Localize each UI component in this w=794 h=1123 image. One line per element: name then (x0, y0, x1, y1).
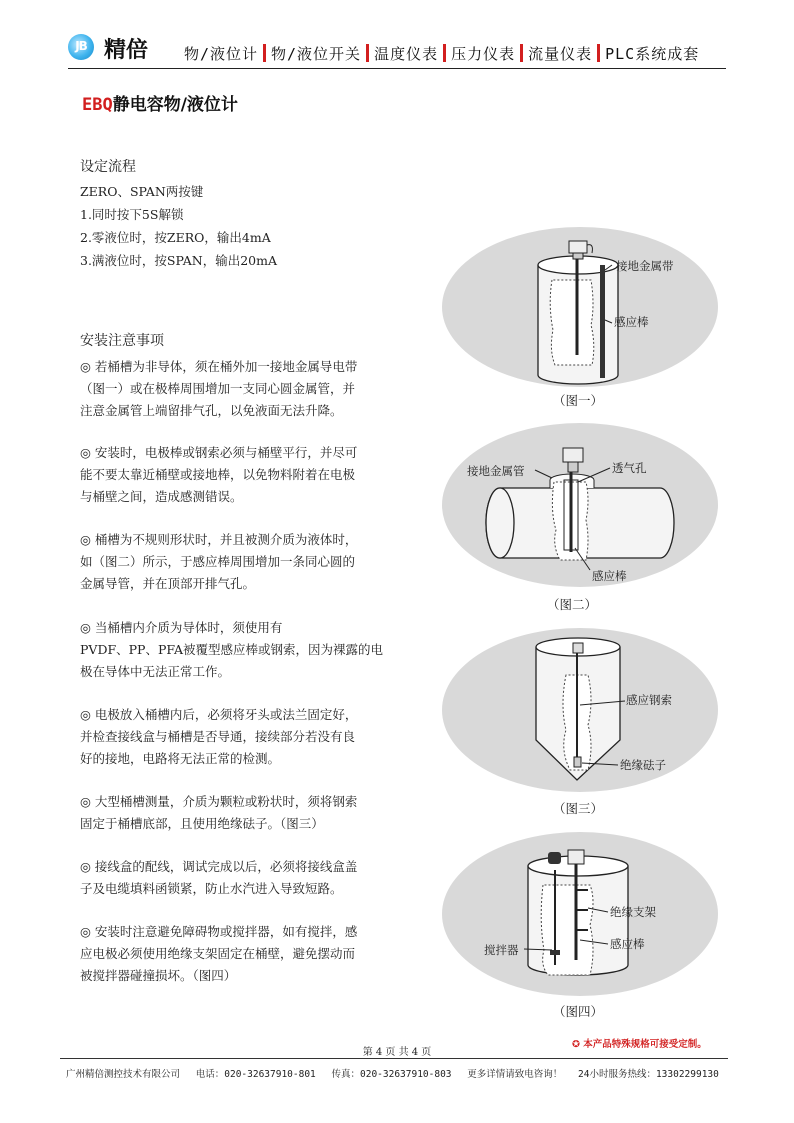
install-heading: 安装注意事项 (80, 333, 164, 349)
nav-item-plc[interactable]: PLC系统成套 (605, 44, 700, 63)
nav-separator (263, 44, 266, 62)
figure-3-steel-cable (440, 625, 720, 795)
logo-text: JB (75, 39, 87, 53)
footer-fax: 传真：020-32637910-803 (331, 1069, 452, 1080)
nav-item-temperature[interactable]: 温度仪表 (374, 44, 439, 63)
page-title (82, 90, 238, 115)
custom-spec-notice: ✪ 本产品特殊规格可接受定制。 (572, 1039, 707, 1050)
nav-item-level-switch[interactable]: 物/液位开关 (271, 44, 362, 63)
figure-1-label: 接地金属带 (616, 259, 674, 273)
figure-4-caption: （图四） (553, 1004, 604, 1019)
setup-heading: 设定流程 (80, 159, 136, 175)
figure-4-label: 感应棒 (610, 937, 645, 951)
install-line: ◎ 大型桶槽测量，介质为颗粒或粉状时，须将钢索 (80, 794, 358, 809)
nav-item-pressure[interactable]: 压力仪表 (451, 44, 516, 63)
install-line: 如（图二）所示，于感应棒周围增加一条同心圆的 (80, 554, 356, 569)
figure-2-label: 接地金属管 (467, 464, 525, 478)
page-number: 第 4 页 共 4 页 (362, 1047, 432, 1058)
install-line: 与桶壁之间，造成感测错误。 (80, 489, 243, 504)
title-text: 静电容物/液位计 (112, 95, 238, 115)
figure-4-insulated-bracket (440, 830, 720, 998)
figure-4-label: 绝缘支架 (610, 905, 656, 919)
install-line: 注意金属管上端留排气孔，以免液面无法升降。 (80, 403, 343, 418)
nav-item-flow[interactable]: 流量仪表 (528, 44, 593, 63)
figure-2-metal-tube (440, 420, 720, 590)
install-line: ◎ 安装时注意避免障碍物或搅拌器，如有搅拌，感 (80, 924, 358, 939)
install-line: 固定于桶槽底部，且使用绝缘砝子。（图三） (80, 816, 324, 831)
install-line: PVDF、PP、PFA被覆型感应棒或钢索，因为裸露的电 (80, 642, 383, 657)
header-divider (68, 68, 726, 69)
company-logo (68, 34, 94, 60)
figure-1-grounding-strap (440, 225, 720, 390)
install-line: 能不要太靠近桶壁或接地棒，以免物料附着在电极 (80, 467, 356, 482)
figure-4-label: 搅拌器 (484, 943, 519, 957)
install-line: （图一）或在极棒周围增加一支同心圆金属管，并 (80, 381, 356, 396)
install-line: ◎ 桶槽为不规则形状时，并且被测介质为液体时， (80, 532, 358, 547)
nav-separator (366, 44, 369, 62)
install-line: ◎ 若桶槽为非导体，须在桶外加一接地金属导电带 (80, 359, 358, 374)
footer-more-info: 更多详情请致电咨询！ (467, 1069, 563, 1080)
setup-line: 1.同时按下5S解锁 (80, 207, 184, 222)
nav-item-level-meter[interactable]: 物/液位计 (184, 44, 259, 63)
footer-contact (66, 1066, 729, 1080)
install-line: 被搅拌器碰撞损坏。（图四） (80, 968, 237, 983)
install-line: 并检查接线盒与桶槽是否导通，接续部分若没有良 (80, 729, 356, 744)
install-line: 子及电缆填料函锁紧，防止水汽进入导致短路。 (80, 881, 343, 896)
figure-1-label: 感应棒 (614, 315, 649, 329)
install-line: ◎ 安装时，电极棒或钢索必须与桶壁平行，并尽可 (80, 445, 358, 460)
title-model-prefix: EBQ (82, 95, 113, 115)
install-line: 金属导管，并在顶部开排气孔。 (80, 576, 256, 591)
setup-line: 3.满液位时，按SPAN，输出20mA (80, 253, 278, 268)
install-line: ◎ 接线盒的配线，调试完成以后，必须将接线盒盖 (80, 859, 358, 874)
footer-company: 广州精倍测控技术有限公司 (66, 1069, 181, 1080)
figure-1-caption: （图一） (553, 393, 604, 408)
footer-divider (60, 1058, 728, 1059)
figure-2-label: 感应棒 (592, 569, 627, 583)
figure-2-caption: （图二） (547, 597, 598, 612)
nav-separator (520, 44, 523, 62)
footer-hotline: 24小时服务热线：13302299130 (578, 1069, 719, 1080)
setup-line: ZERO、SPAN两按键 (80, 184, 204, 199)
figure-3-caption: （图三） (553, 801, 604, 816)
figure-3-label: 感应钢索 (626, 693, 672, 707)
figure-2-label: 透气孔 (612, 461, 647, 475)
nav-separator (443, 44, 446, 62)
footer-phone: 电话：020-32637910-801 (195, 1069, 316, 1080)
brand-name: 精倍 (104, 38, 149, 63)
install-line: ◎ 当桶槽内介质为导体时，须使用有 (80, 620, 283, 635)
install-line: 应电极必须使用绝缘支架固定在桶壁，避免摆动而 (80, 946, 356, 961)
install-line: ◎ 电极放入桶槽内后，必须将牙头或法兰固定好， (80, 707, 358, 722)
figure-3-label: 绝缘砝子 (620, 758, 666, 772)
install-line: 好的接地，电路将无法正常的检测。 (80, 751, 281, 766)
setup-line: 2.零液位时，按ZERO，输出4mA (80, 230, 271, 245)
nav-separator (597, 44, 600, 62)
product-nav (184, 42, 699, 64)
install-line: 极在导体中无法正常工作。 (80, 664, 231, 679)
